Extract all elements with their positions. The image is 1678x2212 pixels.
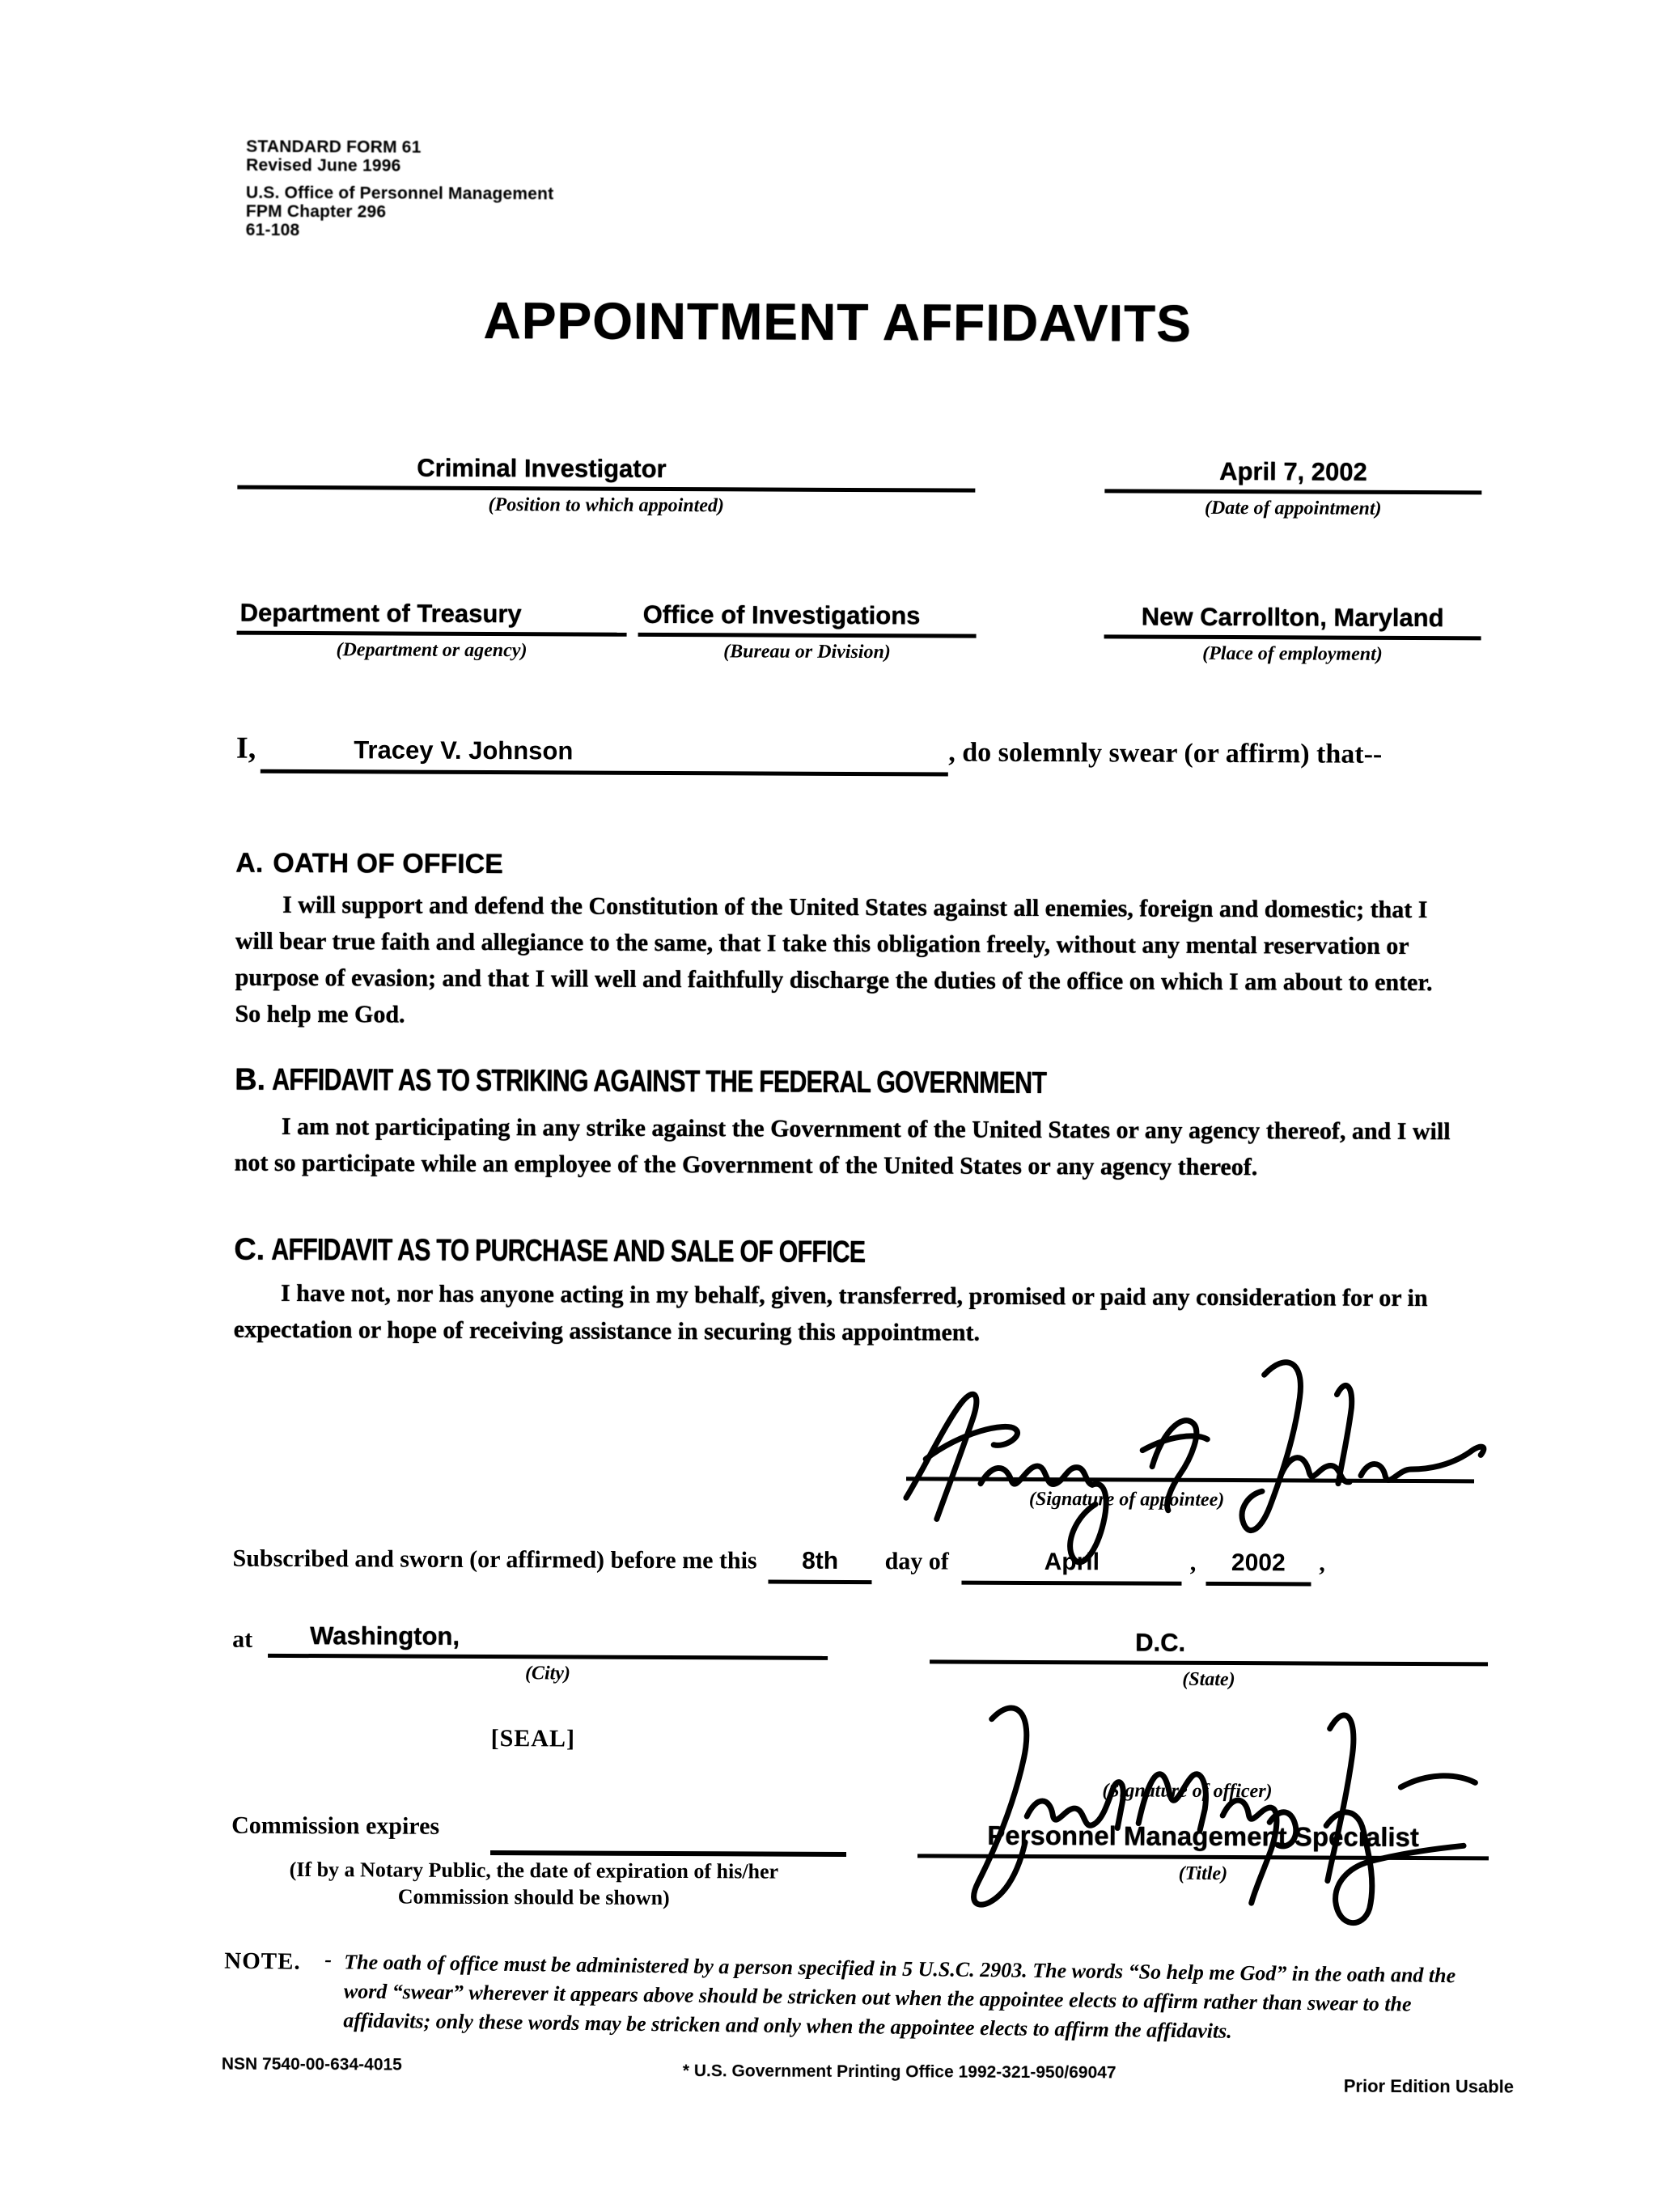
section-a-title: OATH OF OFFICE <box>273 847 503 880</box>
section-a-heading <box>235 848 503 880</box>
form-chapter: FPM Chapter 296 <box>245 201 387 222</box>
sworn-statement-line <box>232 1545 1608 1587</box>
appointee-signature-line <box>906 1477 1474 1483</box>
appointee-signature-label: (Signature of appointee) <box>1028 1488 1225 1511</box>
form-number: STANDARD FORM 61 <box>246 137 422 157</box>
section-b-letter: B. <box>235 1062 266 1097</box>
month-field: April <box>962 1549 1182 1586</box>
notary-note-line1: (If by a Notary Public, the date of expiration of his/her <box>289 1857 779 1884</box>
date-value: April 7, 2002 <box>1219 456 1367 486</box>
seal-text: [SEAL] <box>490 1725 576 1752</box>
field-city <box>268 1621 828 1686</box>
field-date <box>1104 456 1481 520</box>
note-label: NOTE. <box>224 1947 301 1975</box>
officer-signature-icon <box>926 1682 1502 1927</box>
year-field: 2002 <box>1206 1549 1311 1587</box>
officer-signature-label: (Signature of officer) <box>1102 1780 1273 1803</box>
officer-title-label: (Title) <box>1178 1862 1228 1885</box>
state-value: D.C. <box>1135 1628 1186 1657</box>
position-label: (Position to which appointed) <box>488 494 725 517</box>
section-c-letter: C. <box>234 1232 265 1267</box>
field-bureau <box>638 600 976 664</box>
field-position <box>237 453 975 519</box>
place-value: New Carrollton, Maryland <box>1141 602 1444 633</box>
date-label: (Date of appointment) <box>1204 497 1382 519</box>
page-title: APPOINTMENT AFFIDAVITS <box>483 290 1193 353</box>
section-b-heading <box>235 1063 1239 1102</box>
field-place <box>1104 602 1481 666</box>
position-value: Criminal Investigator <box>417 453 667 483</box>
sworn-prefix: Subscribed and sworn (or affirmed) before me this <box>232 1545 757 1574</box>
note-block <box>223 1947 1502 2049</box>
section-a-body: I will support and defend the Constitution of the United States against all enemies, foreign and domestic; that I will bear true faith and allegiance to the same, that I take this obligation freely, without any mental reservation or purpose of evasion; and that I will well and faithfully discharge the duties of the office on which I am about to enter. So help me God. <box>235 891 1433 1028</box>
notary-note <box>235 1856 833 1912</box>
comma-2: , <box>1319 1549 1325 1577</box>
bureau-label: (Bureau or Division) <box>723 641 891 663</box>
appointee-name-field: Tracey V. Johnson <box>261 735 948 777</box>
section-c-heading <box>234 1233 1014 1271</box>
form-agency: U.S. Office of Personnel Management <box>245 183 554 204</box>
officer-title-value: Personnel Management Specialist <box>987 1820 1420 1853</box>
field-department <box>236 599 626 663</box>
day-of-text: day of <box>884 1548 949 1575</box>
footer-gpo: * U.S. Government Printing Office 1992-321-950/69047 <box>682 2062 1117 2083</box>
place-label: (Place of employment) <box>1202 642 1383 665</box>
city-value: Washington, <box>310 1621 460 1651</box>
appointee-signature-icon <box>883 1332 1498 1585</box>
oath-prefix: I, <box>235 731 256 765</box>
commission-expires-line <box>490 1850 846 1857</box>
commission-expires-text: Commission expires <box>231 1812 440 1840</box>
at-text: at <box>232 1625 253 1653</box>
form-code: 61-108 <box>245 220 300 239</box>
city-label: (City) <box>524 1663 571 1684</box>
field-state <box>930 1627 1488 1692</box>
oath-suffix: , do solemnly swear (or affirm) that-- <box>948 737 1383 769</box>
section-a-letter: A. <box>235 847 264 879</box>
section-b-body: I am not participating in any strike against the Government of the United States or any agency thereof, and I will not so participate while an employee of the Government of the United States or any agency thereof. <box>234 1112 1451 1181</box>
footer-nsn: NSN 7540-00-634-4015 <box>221 2054 402 2074</box>
form-revision: Revised June 1996 <box>246 155 401 176</box>
department-label: (Department or agency) <box>336 639 528 662</box>
bureau-value: Office of Investigations <box>642 600 921 630</box>
footer-prior-edition: Prior Edition Usable <box>1343 2075 1515 2097</box>
note-dash: - <box>324 1947 333 1972</box>
notary-note-line2: Commission should be shown) <box>397 1884 670 1910</box>
section-c-body: I have not, nor has anyone acting in my behalf, given, transferred, promised or paid any consideration for or in expectation or hope of receiving assistance in securing this appointment. <box>233 1279 1428 1346</box>
note-body: The oath of office must be administered by a person specified in 5 U.S.C. 2903. The words “So help me God” in the oath and the word “swear” wherever it appears above should be stricken out when the appointee elects to affirm rather than swear to the affidavits; only these words may be stricken and only when the appointee elects to affirm the affidavits. <box>343 1950 1456 2043</box>
department-value: Department of Treasury <box>239 598 522 629</box>
field-officer-title <box>917 1820 1489 1886</box>
comma-1: , <box>1189 1549 1197 1576</box>
form-identification <box>246 138 554 241</box>
state-label: (State) <box>1182 1668 1235 1691</box>
day-field: 8th <box>769 1548 872 1585</box>
section-c-title: AFFIDAVIT AS TO PURCHASE AND SALE OF OFFICE <box>271 1232 866 1270</box>
section-b-title: AFFIDAVIT AS TO STRIKING AGAINST THE FEDERAL GOVERNMENT <box>272 1062 1047 1101</box>
oath-intro-line <box>236 731 1531 779</box>
